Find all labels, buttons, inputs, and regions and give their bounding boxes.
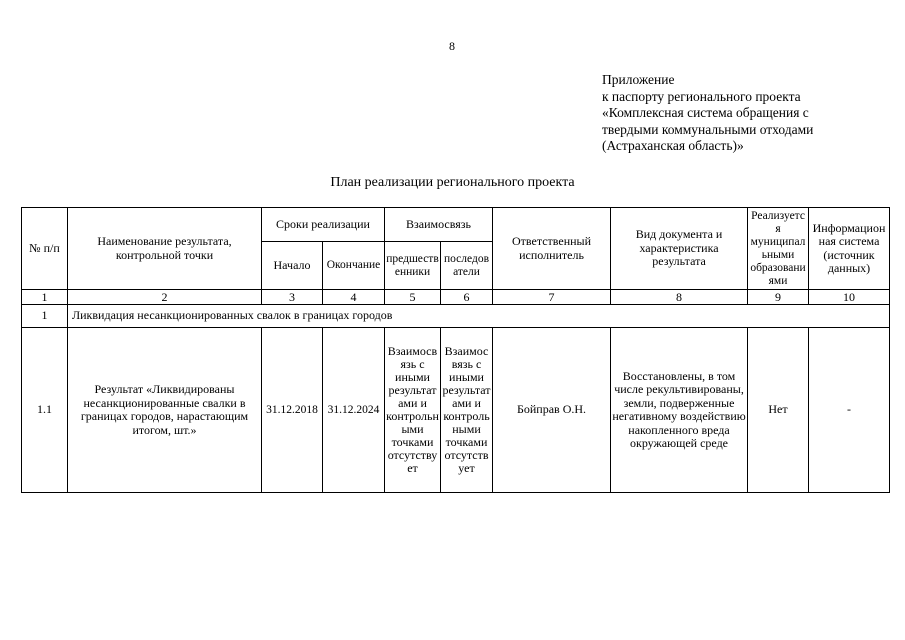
column-number: 6: [441, 290, 493, 305]
row-predecessors: Взаимосвязь с иными результатами и контрольными точками отсутствует: [385, 328, 441, 493]
header-info-system: Информационная система (источник данных): [809, 208, 890, 290]
row-successors: Взаимосвязь с иными результатами и контрольными точками отсутствует: [441, 328, 493, 493]
section-num: 1: [22, 305, 68, 328]
row-end: 31.12.2024: [323, 328, 385, 493]
header-name: Наименование результата, контрольной точки: [68, 208, 262, 290]
column-number: 10: [809, 290, 890, 305]
row-start: 31.12.2018: [262, 328, 323, 493]
column-number: 9: [748, 290, 809, 305]
row-doc-type: Восстановлены, в том числе рекультивированы, земли, подверженные негативному воздействию накопленного вреда окружающей среде: [611, 328, 748, 493]
table-row: [22, 328, 890, 493]
header-row: [22, 208, 890, 242]
page-number: 8: [449, 39, 455, 53]
column-number: 4: [323, 290, 385, 305]
column-number: 3: [262, 290, 323, 305]
header-doc-type: Вид документа и характеристика результата: [611, 208, 748, 290]
row-responsible: Бойправ О.Н.: [493, 328, 611, 493]
appendix-line: твердыми коммунальными отходами: [602, 121, 814, 137]
column-number: 7: [493, 290, 611, 305]
appendix-block: [602, 72, 813, 155]
appendix-line: к паспорту регионального проекта: [602, 88, 801, 104]
header-end: Окончание: [323, 242, 385, 290]
column-number: 2: [68, 290, 262, 305]
header-num: № п/п: [22, 208, 68, 290]
header-start: Начало: [262, 242, 323, 290]
appendix-line: «Комплексная система обращения с: [602, 105, 809, 120]
header-successors: последователи: [441, 242, 493, 290]
plan-table: [21, 207, 890, 493]
column-numbers-row: [22, 290, 890, 305]
appendix-line: Приложение: [602, 72, 675, 87]
row-info-system: -: [809, 328, 890, 493]
column-number: 8: [611, 290, 748, 305]
row-num: 1.1: [22, 328, 68, 493]
header-relation: Взаимосвязь: [385, 208, 493, 242]
header-municipal: Реализуется муниципальными образованиями: [748, 208, 809, 290]
header-responsible: Ответственный исполнитель: [493, 208, 611, 290]
appendix-line: (Астраханская область)»: [602, 138, 744, 153]
row-municipal: Нет: [748, 328, 809, 493]
header-predecessors: предшественники: [385, 242, 441, 290]
column-number: 5: [385, 290, 441, 305]
header-terms: Сроки реализации: [262, 208, 385, 242]
column-number: 1: [22, 290, 68, 305]
plan-title: План реализации регионального проекта: [330, 175, 575, 190]
section-row: [22, 305, 890, 328]
section-title: Ликвидация несанкционированных свалок в границах городов: [68, 305, 890, 328]
row-name: Результат «Ликвидированы несанкционированные свалки в границах городов, нарастающим итогом, шт.»: [68, 328, 262, 493]
